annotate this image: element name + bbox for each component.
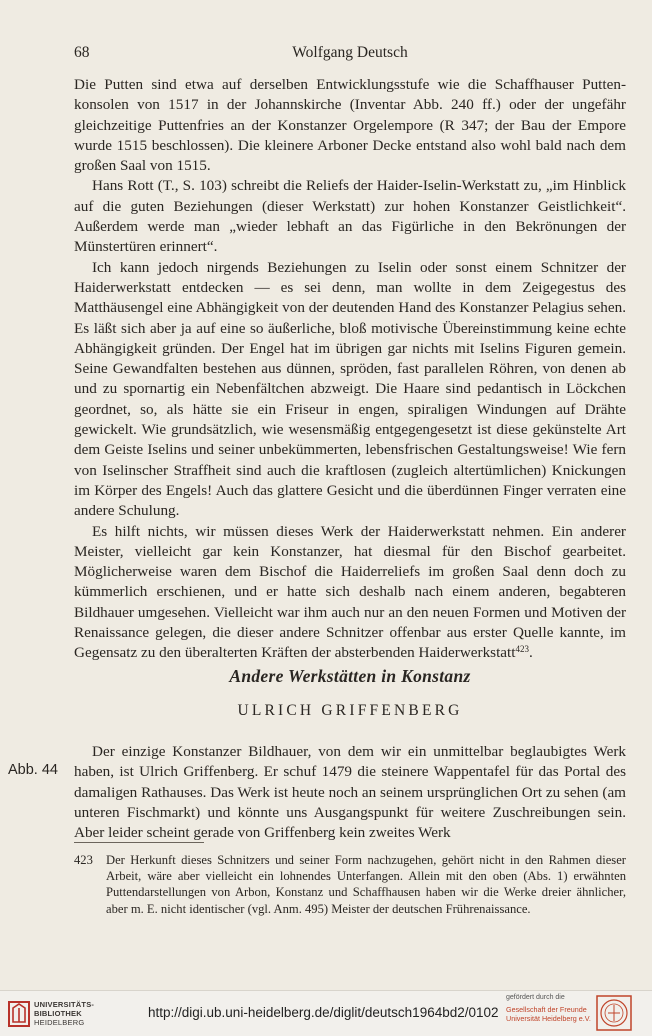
paragraph-1: Die Putten sind etwa auf derselben Entwicklungsstufe wie die Schaffhauser Puttenkonsolen von 1517 in der Johannskirche (Inventar Abb. 240 ff.) oder der ungefähr gleichzeitige Puttenfries an der Konstanzer Orgelempore (R 347; der Bau der Empore wurde 1515 beschlossen). Die kleinere Arboner Decke entstand also wohl bald nach dem großen Saal von 1515.: [74, 76, 626, 175]
footnote: [74, 852, 626, 917]
section-subtitle: ULRICH GRIFFENBERG: [237, 702, 463, 719]
library-name[interactable]: UNIVERSITÄTS- BIBLIOTHEK HEIDELBERG: [34, 1000, 95, 1027]
paragraph-4-text: Es hilft nichts, wir müssen dieses Werk der Haiderwerkstatt nehmen. Ein anderer Meister, vielleicht gar kein Konstanzer, hat diesmal für den Bischof gearbeitet. Möglicherweise waren dem Bischof die Haiderreliefs im großen Saal denn doch zu kümmerlich erschienen, und er hatte sich deshalb nach einem anderen, begabteren Bildhauer umgesehen. Vielleicht war ihm auch nur an den neuen Formen und Motiven der Renaissance gelegen, die dieser andere Schnitzer offenbar aus erster Quelle kannte, im Gegensatz zu den überalterten Kräften der absterbenden Haiderwerkstatt: [74, 522, 626, 662]
university-library-logo-icon[interactable]: [8, 1000, 30, 1028]
running-title: Wolfgang Deutsch: [292, 44, 408, 61]
footnote-text: Der Herkunft dieses Schnitzers und seiner Form nachzugehen, gehört nicht in den Rahmen dieser Arbeit, wäre aber vielleicht ein lohnendes Unterfangen. Allein mit den oben (Abs. 1) erwähnten Puttendarstellungen von Arbon, Konstanz und Schaffhausen haben wir die Werke dreier ähnlicher, aber m. E. nicht identischer (vgl. Anm. 495) Meister der deutschen Frührenaissance.: [106, 853, 626, 916]
sponsor-label: gefördert durch die: [506, 994, 565, 1001]
margin-figure-reference: Abb. 44: [8, 762, 58, 778]
page-number: 68: [74, 44, 90, 61]
university-seal-icon: [596, 995, 632, 1031]
permalink-url[interactable]: http://digi.ub.uni-heidelberg.de/diglit/deutsch1964bd2/0102: [148, 1005, 499, 1020]
sponsor-name[interactable]: Gesellschaft der Freunde Universität Heidelberg e.V.: [506, 1005, 591, 1023]
section-text: [74, 742, 626, 843]
footnote-divider: [74, 842, 204, 843]
section-title: Andere Werkstätten in Konstanz: [229, 666, 471, 686]
paragraph-5: Der einzige Konstanzer Bildhauer, von dem wir ein unmittelbar beglaubigtes Werk haben, ist Ulrich Griffenberg. Er schuf 1479 die steinere Wappentafel für das Portal des damaligen Rathauses. Das Werk ist heute noch an seinem ursprünglichen Ort zu sehen (am unteren Fischmarkt) und könnte uns Ausgangspunkt für weitere Zuschreibungen sein. Aber leider scheint gerade von Griffenberg kein zweites Werk: [74, 743, 626, 842]
viewer-footer: [0, 990, 652, 1036]
main-text: [74, 75, 626, 664]
paragraph-2: Hans Rott (T., S. 103) schreibt die Reliefs der Haider-Iselin-Werkstatt zu, „im Hinblick auf die guten Beziehungen (dieser Werkstatt) zur hohen Konstanzer Geistlichkeit“. Außerdem werde man „wieder lebhaft an das Figürliche in den Bekrönungen der Münstertüren erinnert“.: [74, 177, 626, 256]
footnote-number: 423: [74, 853, 93, 867]
footnote-reference[interactable]: 423: [515, 644, 529, 655]
paragraph-3: Ich kann jedoch nirgends Beziehungen zu Iselin oder sonst einem Schnitzer der Haiderwerkstatt entdecken — es sei denn, man wollte in dem Zeigegestus des Matthäusengel eine Abhängigkeit von der deutenden Hand des Konstanzer Pelagius sehen. Es läßt sich aber ja auf eine so äußerliche, bloß motivische Übereinstimmung keine echte Abhängigkeit gründen. Der Engel hat im übrigen gar nichts mit Iselins Figuren gemein. Seine Gewandfalten bestehen aus dünnen, spröden, fast parallelen Röhren, von denen ab und zu spornartig ein Nebenfältchen abzweigt. Die Haare sind pedantisch in Löckchen geordnet, so, als hätte sie ein Friseur in engen, spiraligen Windungen auf Drähte gewickelt. Wie grundsätzlich, wie wesensmäßig entgegengesetzt ist diese gekünstelte Art dem Geiste Iselins und seiner unbekümmerten, lebensfrischen Gestaltungsweise! Wie fern von Iselinscher Straffheit sind auch die kraftlosen (zugleich altertümlichen) Knickungen im Körper des Engels! Auch das glattere Gesicht und die überdünnen Finger verraten eine andere Schulung.: [74, 258, 626, 520]
paragraph-4: Es hilft nichts, wir müssen dieses Werk der Haiderwerkstatt nehmen. Ein anderer Meister, vielleicht gar kein Konstanzer, hat diesmal für den Bischof gearbeitet. Möglicherweise waren dem Bischof die Haiderreliefs im großen Saal denn doch zu kümmerlich erschienen, und er hatte sich deshalb nach einem anderen, begabteren Bildhauer umgesehen. Vielleicht war ihm auch nur an den neuen Formen und Motiven der Renaissance gelegen, die dieser andere Schnitzer offenbar aus erster Quelle kannte, im Gegensatz zu den überalterten Kräften der absterbenden Haiderwerkstatt$^{423}$.: [74, 522, 626, 662]
